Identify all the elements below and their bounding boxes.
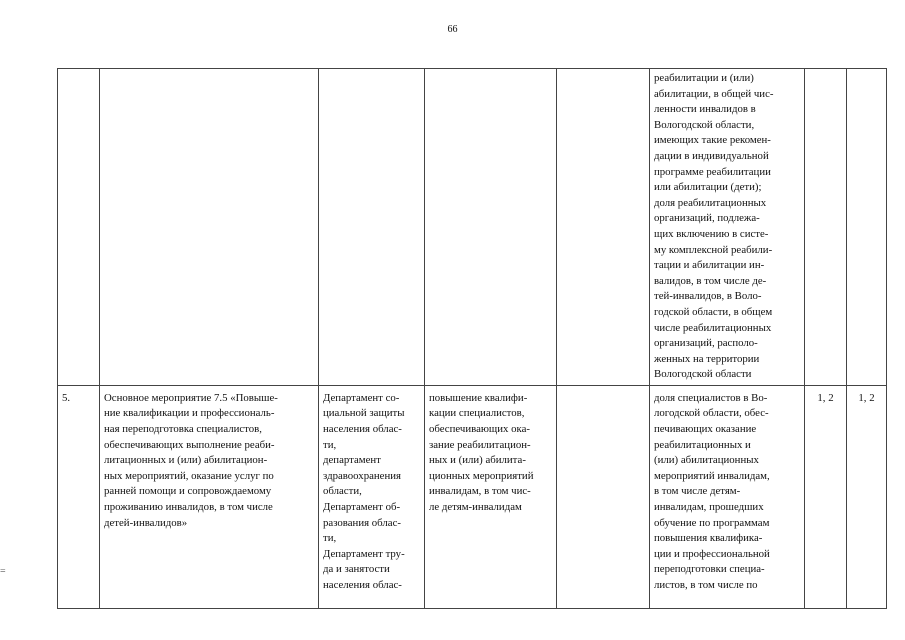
table-row [58,385,887,608]
goal-ref-cell: 1, 2 [847,385,887,608]
empty-cell [557,69,650,386]
row-number-cell [58,69,100,386]
indicator-cell: реабилитации и (или) абилитации, в общей чис- ленности инвалидов в Вологодской области, имеющих такие рекомен- дации в индивидуальной программе реабилитации или абилитации (дети); доля реабилитационных организаций, подлежа- щих включению в систе- му комплексной реабили- тации и абилитации ин- валидов, в том числе де- тей-инвалидов, в Воло- годской области, в общем числе реабилитационных организаций, располо- женных на территории Вологодской области [650,69,805,386]
row-number-cell: 5. [58,385,100,608]
measure-cell: Основное мероприятие 7.5 «Повыше- ние квалификации и профессиональ- ная переподготовка специалистов, обеспечивающих выполнение реаби- литационных и (или) абилитацион- ных мероприятий, оказание услуг по ранней помощи и сопровождаемому проживанию инвалидов, в том числе детей-инвалидов» [100,385,319,608]
page-number: 66 [447,24,458,35]
task-ref-cell [805,69,847,386]
executor-cell [319,69,425,386]
empty-cell [557,385,650,608]
executor-cell: Департамент со- циальной защиты населения облас- ти, департамент здравоохранения области, Департамент об- разования облас- ти, Департамент тру- да и занятости населения облас- [319,385,425,608]
result-cell [425,69,557,386]
program-table [57,68,887,609]
task-ref-cell: 1, 2 [805,385,847,608]
measure-cell [100,69,319,386]
goal-ref-cell [847,69,887,386]
result-cell: повышение квалифи- кации специалистов, обеспечивающих ока- зание реабилитацион- ных и (или) абилита- ционных мероприятий инвалидам, в том чис- ле детям-инвалидам [425,385,557,608]
margin-mark: = [0,566,6,577]
table-row [58,69,887,386]
indicator-cell: доля специалистов в Во- логодской области, обес- печивающих оказание реабилитационных и (или) абилитационных мероприятий инвалидам, в том числе детям- инвалидам, прошедших обучение по программам повышения квалифика- ции и профессиональной переподготовки специа- листов, в том числе по [650,385,805,608]
